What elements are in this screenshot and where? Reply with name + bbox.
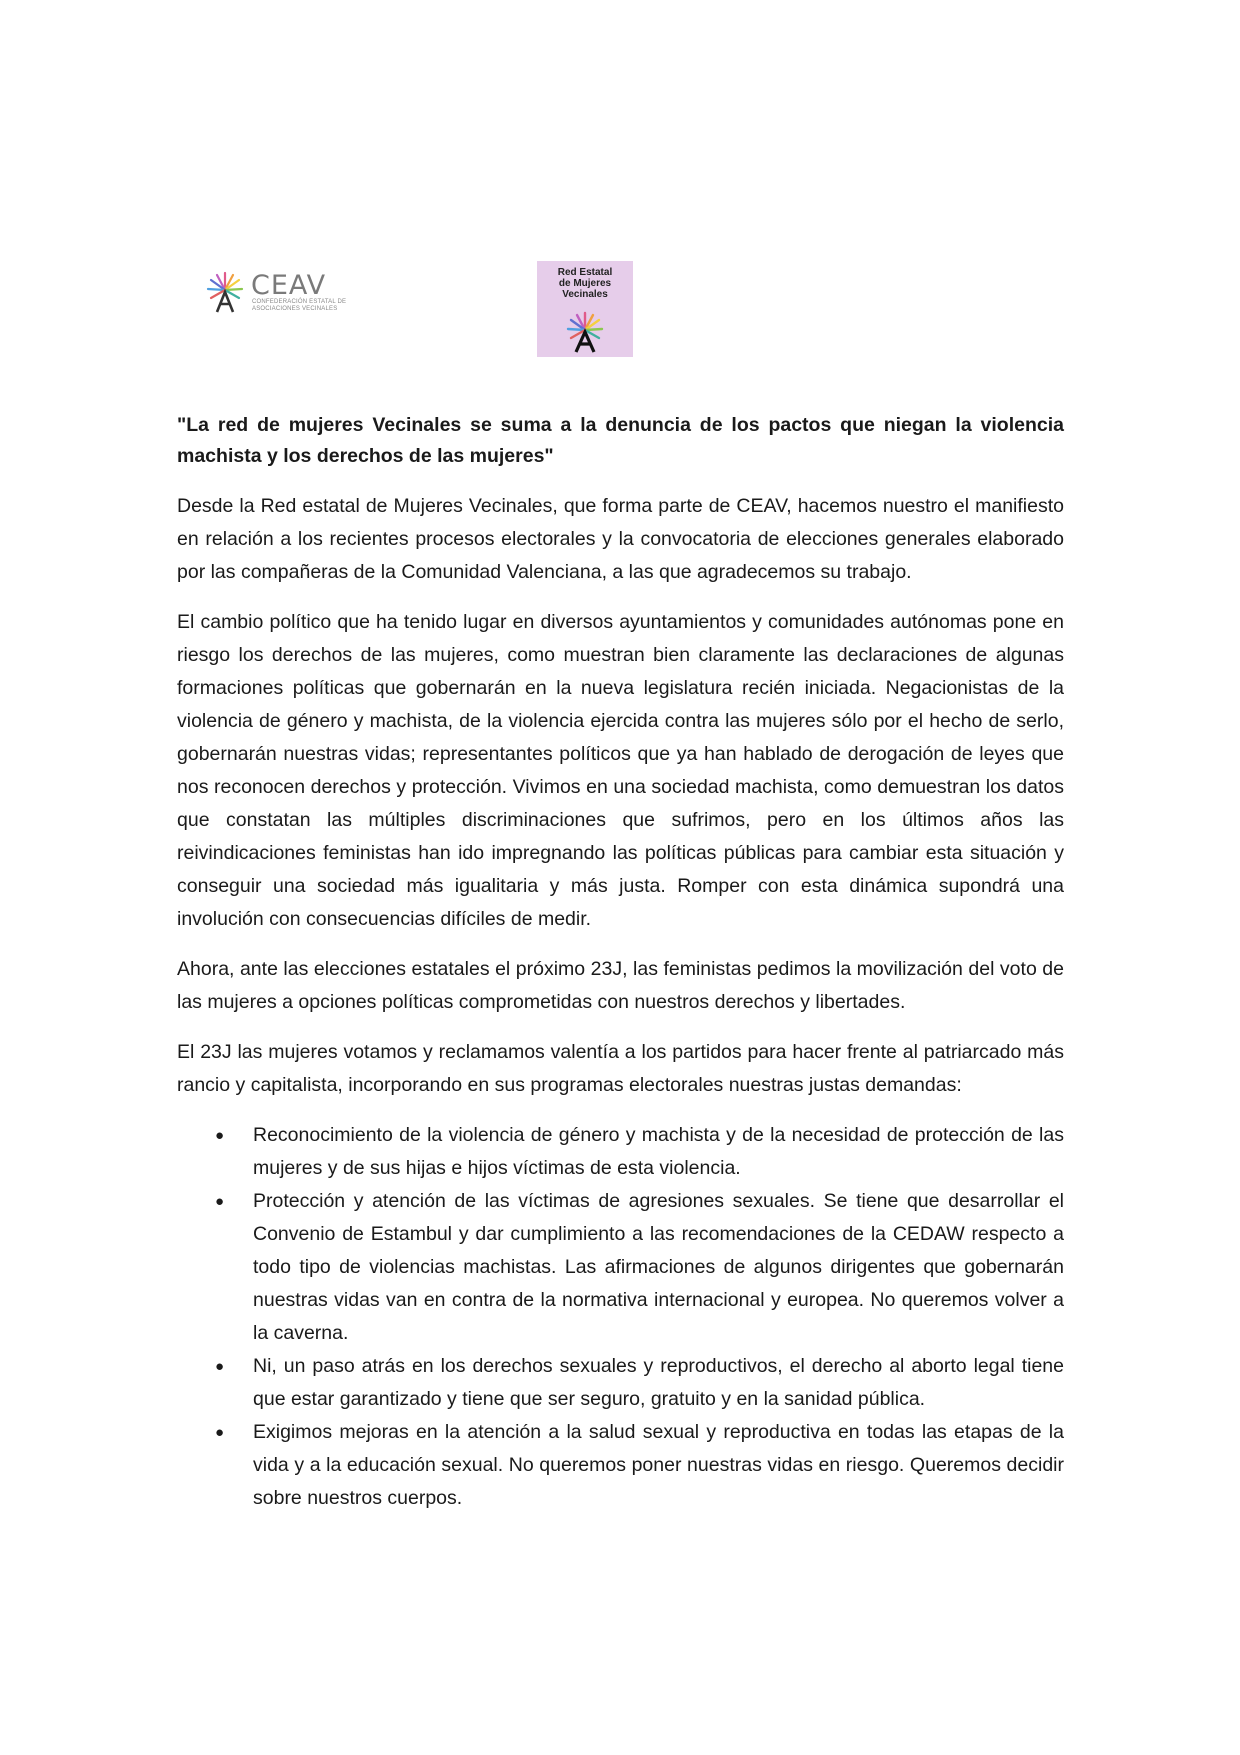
red-logo-title-line3: Vecinales [562,289,608,300]
paragraph-intro: Desde la Red estatal de Mujeres Vecinales, que forma parte de CEAV, hacemos nuestro el manifiesto en relación a los recientes procesos electorales y la convocatoria de elecciones generales elaborado por las compañeras de la Comunidad Valenciana, a las que agradecemos su trabajo. [177,495,1064,583]
paragraph-demands-intro: El 23J las mujeres votamos y reclamamos valentía a los partidos para hacer frente al patriarcado más rancio y capitalista, incorporando en sus programas electorales nuestras justas demandas: [177,1041,1064,1096]
bullet-icon: ● [215,1127,225,1144]
ceav-wordmark: CEAV [251,270,327,301]
ceav-logo [205,268,355,318]
red-logo-title-line2: de Mujeres [558,278,612,289]
document-body [177,410,1064,1515]
red-logo-title [537,267,633,300]
list-item-text: Protección y atención de las víctimas de agresiones sexuales. Se tiene que desarrollar el Convenio de Estambul y dar cumplimiento a las recomendaciones de la CEDAW respecto a todo tipo de violencias machistas. Las afirmaciones de algunos dirigentes que gobernarán nuestras vidas van en contra de la normativa internacional y europea. No queremos volver a la caverna. [253,1190,1064,1344]
list-item [215,1350,1064,1416]
red-logo-title-line1: Red Estatal [557,267,613,278]
paragraph-mobilization: Ahora, ante las elecciones estatales el próximo 23J, las feministas pedimos la movilización del voto de las mujeres a opciones políticas comprometidas con nuestros derechos y libertades. [177,958,1064,1013]
list-item [215,1416,1064,1515]
bullet-icon: ● [215,1193,225,1210]
list-item-text: Reconocimiento de la violencia de género y machista y de la necesidad de protección de las mujeres y de sus hijas e hijos víctimas de esta violencia. [253,1124,1064,1179]
red-starburst-icon [566,311,604,353]
red-mujeres-logo [537,261,633,357]
list-item [215,1119,1064,1185]
ceav-subtitle: CONFEDERACIÓN ESTATAL DE ASOCIACIONES VECINALES [252,299,347,312]
document-title: "La red de mujeres Vecinales se suma a la denuncia de los pactos que niegan la violencia machista y los derechos de las mujeres" [177,414,1064,467]
list-item-text: Ni, un paso atrás en los derechos sexuales y reproductivos, el derecho al aborto legal tiene que estar garantizado y tiene que ser seguro, gratuito y en la sanidad pública. [253,1355,1064,1410]
paragraph-political-change: El cambio político que ha tenido lugar en diversos ayuntamientos y comunidades autónomas pone en riesgo los derechos de las mujeres, como muestran bien claramente las declaraciones de algunas formaciones políticas que gobernarán en la nueva legislatura recién iniciada. Negacionistas de la violencia de género y machista, de la violencia ejercida contra las mujeres sólo por el hecho de serlo, gobernarán nuestras vidas; representantes políticos que ya han hablado de derogación de leyes que nos reconocen derechos y protección. Vivimos en una sociedad machista, como demuestran los datos que constatan las múltiples discriminaciones que sufrimos, pero en los últimos años las reivindicaciones feministas han ido impregnando las políticas públicas para cambiar esta situación y conseguir una sociedad más igualitaria y más justa. Romper con esta dinámica supondrá una involución con consecuencias difíciles de medir. [177,611,1064,930]
bullet-icon: ● [215,1424,225,1441]
list-item [215,1185,1064,1350]
bullet-icon: ● [215,1358,225,1375]
ceav-starburst-icon [205,270,245,314]
demands-list [177,1119,1064,1515]
list-item-text: Exigimos mejoras en la atención a la salud sexual y reproductiva en todas las etapas de la vida y a la educación sexual. No queremos poner nuestras vidas en riesgo. Queremos decidir sobre nuestros cuerpos. [253,1421,1064,1509]
